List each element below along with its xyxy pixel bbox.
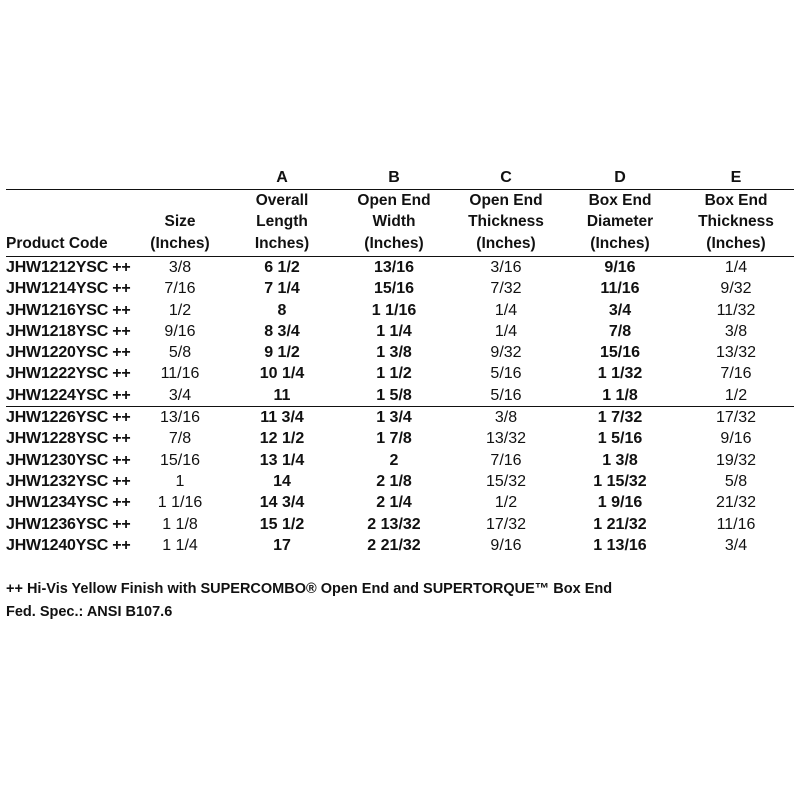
overall-length-cell: 8	[277, 301, 287, 319]
box-end-diameter-cell: 1 21/32	[593, 515, 647, 533]
open-end-thickness-cell: 1/4	[494, 322, 518, 340]
overall-length-cell: 9 1/2	[264, 344, 300, 362]
open-end-thickness-cell: 13/32	[485, 430, 527, 448]
box-end-thickness-cell: 3/8	[724, 322, 748, 340]
product-code-cell: JHW1240YSC ++	[6, 536, 131, 554]
size-cell: 11/16	[160, 365, 200, 383]
box-end-diameter-cell: 1 9/16	[597, 494, 643, 512]
table-row	[6, 450, 794, 471]
size-cell: 1	[175, 472, 185, 490]
table-row	[6, 278, 794, 299]
open-end-thickness-cell: 7/32	[490, 280, 522, 298]
table-row	[6, 428, 794, 449]
open-end-width-cell: 2 1/4	[376, 494, 412, 512]
box-end-diameter-cell: 7/8	[608, 322, 632, 340]
box-end-diameter-cell: 9/16	[604, 259, 636, 276]
column-header-line: Thickness	[468, 213, 544, 230]
column-header-line: (Inches)	[590, 234, 650, 252]
column-header-line: Width	[372, 213, 416, 230]
column-header-line: (Inches)	[364, 234, 424, 252]
box-end-thickness-cell: 17/32	[678, 407, 794, 429]
column-header-row	[6, 189, 794, 257]
column-letter-row	[6, 167, 794, 189]
size-cell: 3/8	[168, 259, 192, 276]
column-header	[450, 189, 562, 257]
column-header-line: (Inches)	[150, 234, 210, 252]
size-cell: 9/16	[164, 322, 196, 340]
column-header-line: Inches)	[254, 234, 310, 252]
overall-length-cell: 17	[273, 536, 291, 554]
overall-length-cell: 14	[273, 472, 291, 490]
open-end-thickness-cell: 17/32	[485, 515, 527, 533]
open-end-thickness-cell: 9/32	[490, 344, 522, 362]
column-header-line: Box End	[588, 191, 652, 209]
open-end-thickness-cell: 1/4	[494, 301, 518, 319]
open-end-width-cell: 13/16	[373, 259, 415, 276]
overall-length-cell: 14 3/4	[259, 494, 305, 512]
fed-spec-note: Fed. Spec.: ANSI B107.6	[6, 604, 173, 620]
column-header-line: Thickness	[698, 213, 774, 230]
column-letter	[134, 167, 226, 189]
size-cell: 1 1/8	[162, 515, 198, 533]
column-header	[678, 189, 794, 257]
open-end-width-cell: 1 1/16	[371, 301, 417, 319]
open-end-thickness-cell: 15/32	[485, 472, 527, 490]
product-code-cell: JHW1228YSC ++	[6, 430, 131, 448]
box-end-thickness-cell: 21/32	[715, 494, 757, 512]
open-end-width-cell: 2 1/8	[376, 472, 412, 490]
column-header-line: (Inches)	[706, 234, 766, 252]
column-letter: C	[450, 167, 562, 189]
table-row	[6, 407, 794, 429]
column-header-line: (Inches)	[476, 234, 536, 252]
open-end-thickness-cell: 9/16	[490, 536, 522, 554]
open-end-width-cell: 2 13/32	[367, 515, 421, 533]
size-cell: 3/4	[168, 386, 192, 404]
box-end-diameter-cell: 11/16	[600, 280, 640, 298]
box-end-diameter-cell: 1 5/16	[597, 430, 643, 448]
product-code-cell: JHW1212YSC ++	[6, 259, 131, 276]
table-row	[6, 385, 794, 407]
product-code-cell: JHW1218YSC ++	[6, 322, 131, 340]
column-header	[226, 189, 338, 257]
overall-length-cell: 11 3/4	[226, 407, 338, 429]
column-header-line: Overall	[255, 191, 309, 209]
box-end-diameter-cell: 15/16	[599, 344, 641, 362]
column-header-line: Diameter	[586, 213, 654, 230]
column-letter: B	[338, 167, 450, 189]
size-cell: 15/16	[159, 451, 201, 469]
overall-length-cell: 13 1/4	[259, 451, 305, 469]
column-header-line: Product Code	[6, 234, 108, 252]
column-letter	[6, 167, 134, 189]
open-end-width-cell: 15/16	[373, 280, 415, 298]
box-end-thickness-cell: 9/16	[720, 430, 752, 448]
open-end-width-cell: 1 1/2	[376, 365, 412, 383]
table-row	[6, 471, 794, 492]
box-end-thickness-cell: 19/32	[715, 451, 757, 469]
open-end-thickness-cell: 3/8	[450, 407, 562, 429]
table-row	[6, 257, 794, 279]
table-row	[6, 342, 794, 363]
overall-length-cell: 6 1/2	[264, 259, 300, 276]
table-row	[6, 514, 794, 535]
column-header-line: Length	[256, 213, 308, 230]
overall-length-cell: 15 1/2	[259, 515, 305, 533]
table-body	[6, 257, 794, 557]
open-end-thickness-cell: 7/16	[490, 451, 522, 469]
overall-length-cell: 12 1/2	[259, 430, 305, 448]
open-end-width-cell: 1 5/8	[376, 386, 412, 404]
size-cell: 1 1/4	[162, 536, 198, 554]
column-header	[134, 189, 226, 257]
open-end-width-cell: 1 1/4	[376, 322, 412, 340]
open-end-width-cell: 1 7/8	[376, 430, 412, 448]
box-end-thickness-cell: 9/32	[720, 280, 752, 298]
table-row	[6, 492, 794, 513]
footnotes	[6, 578, 612, 624]
size-cell: 5/8	[168, 344, 192, 362]
box-end-diameter-cell: 1 1/8	[602, 386, 638, 404]
product-code-cell: JHW1232YSC ++	[6, 472, 131, 490]
product-code-cell: JHW1230YSC ++	[6, 451, 131, 469]
column-header-line: Size	[164, 213, 196, 230]
table-row	[6, 300, 794, 321]
wrench-spec-table	[6, 167, 794, 556]
box-end-diameter-cell: 1 3/8	[602, 451, 638, 469]
column-letter: A	[226, 167, 338, 189]
box-end-thickness-cell: 1/2	[724, 386, 748, 404]
product-code-cell: JHW1216YSC ++	[6, 301, 131, 319]
open-end-thickness-cell: 5/16	[490, 365, 522, 383]
open-end-width-cell: 2	[389, 451, 399, 469]
box-end-thickness-cell: 11/32	[716, 301, 756, 319]
product-code-cell: JHW1226YSC ++	[6, 407, 134, 429]
product-code-cell: JHW1222YSC ++	[6, 365, 131, 383]
box-end-diameter-cell: 3/4	[608, 301, 632, 319]
overall-length-cell: 8 3/4	[264, 322, 300, 340]
overall-length-cell: 7 1/4	[264, 280, 300, 298]
open-end-thickness-cell: 3/16	[490, 259, 522, 276]
box-end-diameter-cell: 1 7/32	[562, 407, 678, 429]
box-end-diameter-cell: 1 13/16	[593, 536, 647, 554]
box-end-thickness-cell: 11/16	[716, 515, 756, 533]
box-end-diameter-cell: 1 1/32	[597, 365, 643, 383]
size-cell: 1/2	[168, 301, 192, 319]
box-end-thickness-cell: 5/8	[724, 472, 748, 490]
product-code-cell: JHW1236YSC ++	[6, 515, 131, 533]
open-end-width-cell: 1 3/4	[338, 407, 450, 429]
column-header-line: Open End	[469, 191, 543, 209]
size-cell: 1 1/16	[157, 494, 203, 512]
overall-length-cell: 10 1/4	[259, 365, 305, 383]
table-row	[6, 535, 794, 556]
box-end-diameter-cell: 1 15/32	[593, 472, 647, 490]
open-end-width-cell: 1 3/8	[376, 344, 412, 362]
product-code-cell: JHW1224YSC ++	[6, 386, 131, 404]
column-header-line: Box End	[704, 191, 768, 209]
product-code-cell: JHW1214YSC ++	[6, 280, 131, 298]
box-end-thickness-cell: 13/32	[715, 344, 757, 362]
product-code-cell: JHW1234YSC ++	[6, 494, 131, 512]
column-header	[338, 189, 450, 257]
size-cell: 13/16	[134, 407, 226, 429]
column-header	[6, 189, 134, 257]
column-letter: E	[678, 167, 794, 189]
table-row	[6, 321, 794, 342]
finish-footnote: ++ Hi-Vis Yellow Finish with SUPERCOMBO® Open End and SUPERTORQUE™ Box End	[6, 581, 613, 597]
table-row	[6, 363, 794, 384]
open-end-thickness-cell: 1/2	[494, 494, 518, 512]
size-cell: 7/16	[164, 280, 196, 298]
overall-length-cell: 11	[273, 386, 291, 404]
size-cell: 7/8	[168, 430, 192, 448]
column-header-line: Open End	[357, 191, 431, 209]
box-end-thickness-cell: 3/4	[724, 536, 748, 554]
box-end-thickness-cell: 1/4	[724, 259, 748, 276]
column-header	[562, 189, 678, 257]
product-code-cell: JHW1220YSC ++	[6, 344, 131, 362]
open-end-thickness-cell: 5/16	[490, 386, 522, 404]
open-end-width-cell: 2 21/32	[367, 536, 421, 554]
box-end-thickness-cell: 7/16	[720, 365, 752, 383]
column-letter: D	[562, 167, 678, 189]
